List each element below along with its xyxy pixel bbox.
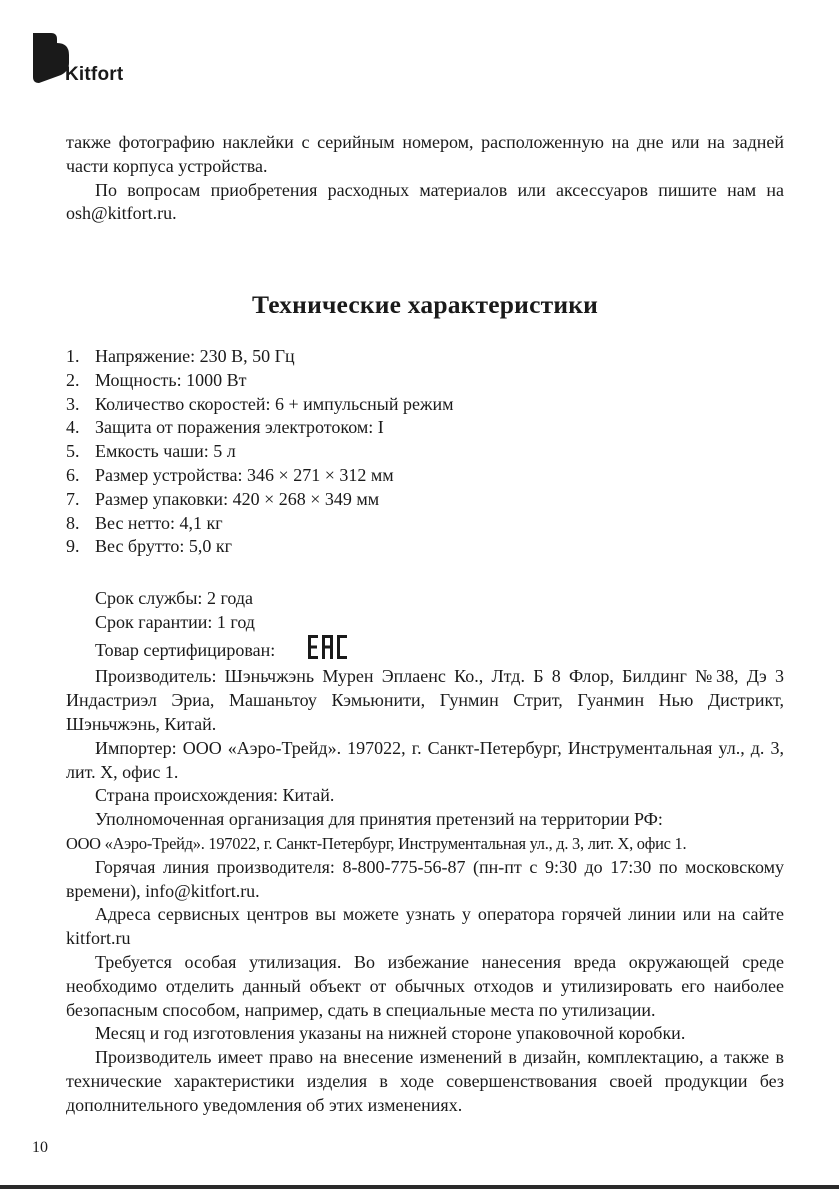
intro-section	[66, 131, 784, 226]
eac-mark-icon	[279, 635, 348, 666]
country-of-origin: Страна происхождения: Китай.	[95, 785, 335, 806]
claims-organization-title: Уполномоченная организация для принятия претензий на территории РФ:	[95, 809, 663, 830]
importer: Импортер: ООО «Аэро-Трейд». 197022, г. Санкт-Петербург, Инструментальная ул., д. 3, лит. Х, офис 1.	[66, 737, 784, 782]
spec-item: 6. Размер устройства: 346 × 271 × 312 мм	[66, 464, 394, 485]
spec-item: 8. Вес нетто: 4,1 кг	[66, 512, 223, 533]
intro-paragraph-2: По вопросам приобретения расходных материалов или аксессуаров пишите нам на osh@kitfort.ru.	[66, 179, 784, 224]
spec-item: 2. Мощность: 1000 Вт	[66, 369, 247, 390]
logo-wordmark: Kitfort	[65, 64, 124, 85]
spec-item: 1. Напряжение: 230 В, 50 Гц	[66, 346, 295, 366]
certification-line	[66, 635, 784, 666]
page-number: 10	[32, 1139, 48, 1156]
spec-item: 4. Защита от поражения электротоком: I	[66, 417, 384, 438]
spec-item: 3. Количество скоростей: 6 + импульсный режим	[66, 393, 454, 414]
hotline: Горячая линия производителя: 8-800-775-56-87 (пн-пт с 9:30 до 17:30 по московскому времени), info@kitfort.ru.	[66, 856, 784, 901]
certification-label: Товар сертифицирован:	[95, 639, 276, 660]
warranty: Срок гарантии: 1 год	[95, 611, 255, 632]
bottom-divider	[0, 1185, 839, 1189]
design-changes-notice: Производитель имеет право на внесение изменений в дизайн, комплектацию, а также в технические характеристики изделия в ходе совершенствования своей продукции без дополнительного уведомления об этих изменениях.	[66, 1047, 784, 1115]
info-section	[66, 587, 784, 1118]
intro-paragraph-1: также фотографию наклейки с серийным номером, расположенную на дне или на задней части корпуса устройства.	[66, 132, 784, 176]
claims-organization-address: ООО «Аэро-Трейд». 197022, г. Санкт-Петербург, Инструментальная ул., д. 3, лит. Х, офис 1.	[66, 833, 687, 853]
service-centers: Адреса сервисных центров вы можете узнать у оператора горячей линии или на сайте kitfort.ru	[66, 904, 784, 949]
spec-item: 7. Размер упаковки: 420 × 268 × 349 мм	[66, 488, 380, 509]
kitfort-logo-mark-icon	[33, 33, 69, 83]
kitfort-logo	[33, 33, 143, 85]
specs-heading: Технические характеристики	[251, 290, 598, 319]
specs-list	[66, 345, 453, 559]
disposal-notice: Требуется особая утилизация. Во избежание нанесения вреда окружающей среде необходимо отделить данный объект от обычных отходов и утилизировать его наиболее безопасным способом, например, сдать в специальные места по утилизации.	[66, 951, 784, 1020]
manufacture-date-notice: Месяц и год изготовления указаны на нижней стороне упаковочной коробки.	[95, 1023, 686, 1044]
manufacturer: Производитель: Шэньчжэнь Мурен Эплаенс Ко., Лтд. Б 8 Флор, Билдинг №38, Дэ 3 Индастриэл Эриа, Машаньтоу Кэмьюнити, Гунмин Стрит, Гуанмин Нью Дистрикт, Шэньчжэнь, Китай.	[66, 666, 784, 734]
spec-item: 5. Емкость чаши: 5 л	[66, 441, 236, 462]
spec-item: 9. Вес брутто: 5,0 кг	[66, 536, 232, 557]
service-life: Срок службы: 2 года	[95, 588, 254, 608]
